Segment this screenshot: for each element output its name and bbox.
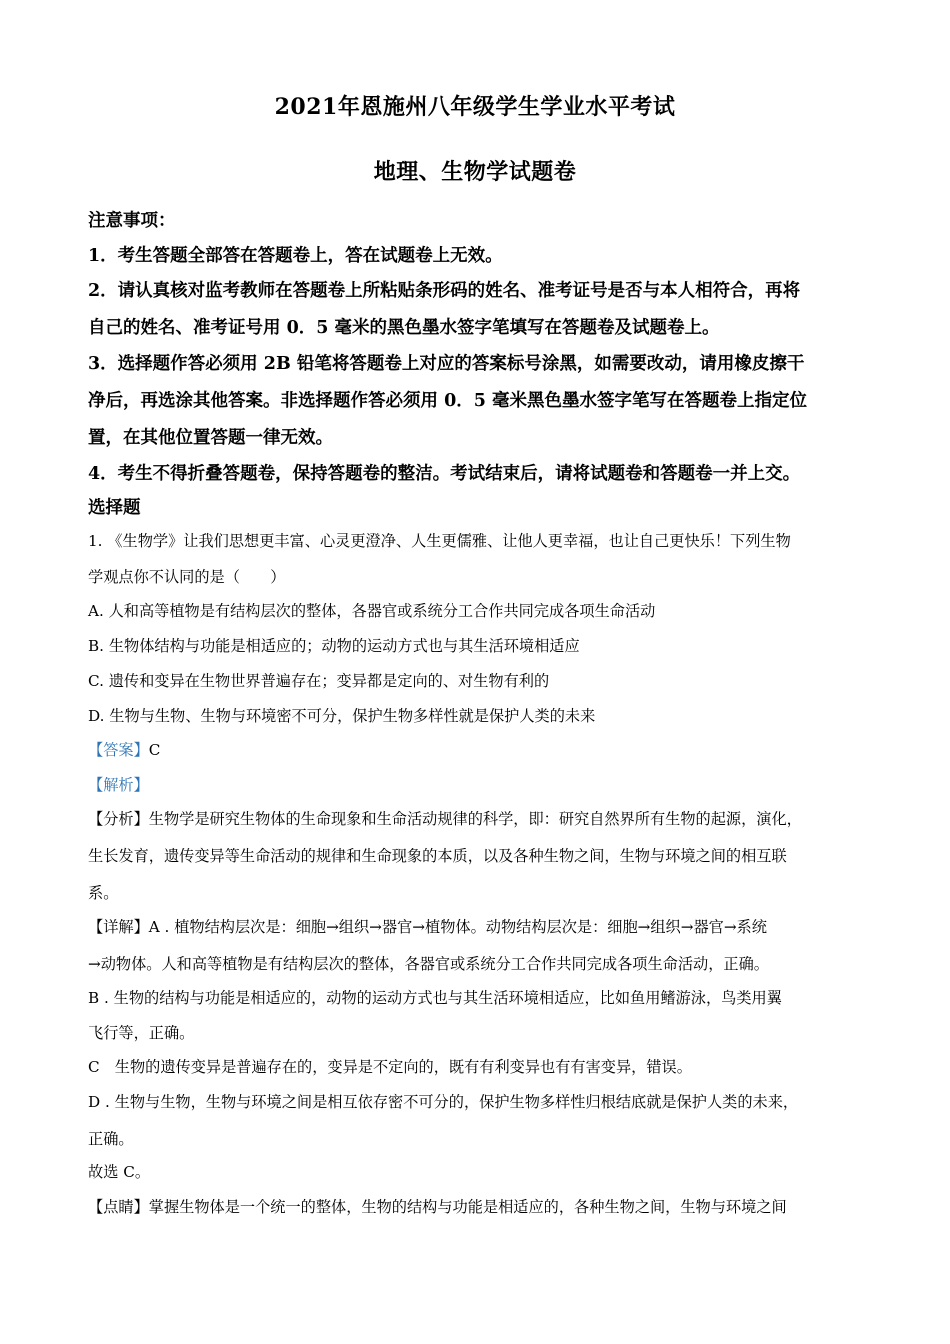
detail-text: 正确。 [88, 1130, 134, 1148]
option-a: A. 人和高等植物是有结构层次的整体，各器官或系统分工合作共同完成各项生命活动 [88, 602, 656, 620]
detail-text: 【详解】A . 植物结构层次是：细胞→组织→器官→植物体。动物结构层次是：细胞→组织→器官→系统 [88, 918, 767, 936]
notice-item: 置，在其他位置答题一律无效。 [88, 428, 333, 448]
key-point-text: 【点睛】掌握生物体是一个统一的整体，生物的结构与功能是相适应的，各种生物之间，生物与环境之间 [88, 1198, 787, 1216]
section-heading: 选择题 [88, 498, 141, 518]
question-stem: 学观点你不认同的是（ ） [88, 568, 286, 586]
analysis-text: 系。 [88, 884, 119, 902]
detail-text: 飞行等，正确。 [88, 1024, 195, 1042]
analysis-label: 【解析】 [88, 776, 149, 794]
detail-text: 故选 C。 [88, 1163, 151, 1181]
option-d: D. 生物与生物、生物与环境密不可分，保护生物多样性就是保护人类的未来 [88, 707, 596, 725]
notice-heading: 注意事项： [88, 211, 176, 231]
answer-line [88, 739, 160, 760]
notice-item: 自己的姓名、准考证号用 0．5 毫米的黑色墨水签字笔填写在答题卷及试题卷上。 [88, 318, 720, 338]
notice-item: 1．考生答题全部答在答题卷上，答在试题卷上无效。 [88, 246, 503, 266]
detail-text: →动物体。人和高等植物是有结构层次的整体，各器官或系统分工合作共同完成各项生命活动，正确。 [88, 955, 769, 973]
notice-item: 4．考生不得折叠答题卷，保持答题卷的整洁。考试结束后，请将试题卷和答题卷一并上交。 [88, 464, 801, 484]
notice-item: 3．选择题作答必须用 2B 铅笔将答题卷上对应的答案标号涂黑，如需要改动，请用橡皮擦干 [88, 354, 805, 374]
detail-text: C 生物的遗传变异是普遍存在的，变异是不定向的，既有有利变异也有有害变异，错误。 [88, 1058, 692, 1076]
notice-item: 净后，再选涂其他答案。非选择题作答必须用 0．5 毫米黑色墨水签字笔写在答题卷上指定位 [88, 391, 808, 411]
analysis-text: 【分析】生物学是研究生物体的生命现象和生命活动规律的科学，即：研究自然界所有生物的起源，演化， [88, 810, 802, 828]
exam-subtitle: 地理、生物学试题卷 [373, 159, 577, 185]
detail-text: D . 生物与生物，生物与环境之间是相互依存密不可分的，保护生物多样性归根结底就是保护人类的未来， [88, 1093, 799, 1111]
answer-value: C [148, 741, 161, 759]
analysis-text: 生长发育，遗传变异等生命活动的规律和生命现象的本质，以及各种生物之间，生物与环境之间的相互联 [88, 847, 787, 865]
notice-item: 2．请认真核对监考教师在答题卷上所粘贴条形码的姓名、准考证号是否与本人相符合，再将 [88, 281, 801, 301]
exam-title: 2021年恩施州八年级学生学业水平考试 [274, 94, 676, 120]
option-c: C. 遗传和变异在生物世界普遍存在；变异都是定向的、对生物有利的 [88, 672, 550, 690]
question-stem: 1. 《生物学》让我们思想更丰富、心灵更澄净、人生更儒雅、让他人更幸福，也让自己更快乐！下列生物 [88, 532, 791, 550]
answer-label: 【答案】 [88, 741, 149, 759]
option-b: B. 生物体结构与功能是相适应的；动物的运动方式也与其生活环境相适应 [88, 637, 580, 655]
detail-text: B . 生物的结构与功能是相适应的，动物的运动方式也与其生活环境相适应，比如鱼用鳍游泳，鸟类用翼 [88, 989, 782, 1007]
